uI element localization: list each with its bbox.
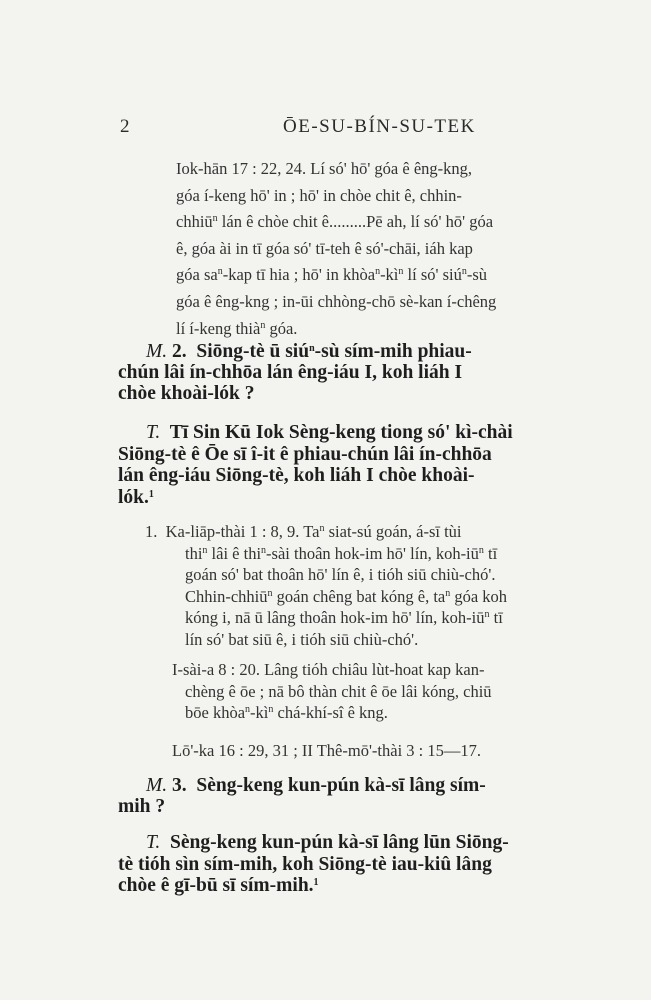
question-label: M. <box>146 341 168 362</box>
answer-label: T. <box>146 832 161 853</box>
text-line: ê, góa ài in tī góa só' tī-teh ê só'-chāi, iáh kap <box>176 238 473 258</box>
question-2: M. 2. Siōng-tè ū siú$^n$-sù sím-mih phiau- chún lâi ín-chhōa lán êng-iáu I, koh liáh I chòe khoài-lók ? <box>118 341 472 404</box>
text-line: Iok-hān 17 : 22, 24. Lí só' hō' góa ê êng-kng, <box>176 159 473 178</box>
text-line: lí í-keng thià$^n$ góa. <box>176 318 298 338</box>
galatians-reference: 1. Ka-liāp-thài 1 : 8, 9. Ta$^n$ siat-sú goán, á-sī tùi thi$^n$ lâi ê thi$^n$-sài thoân hok-im hō' lín, koh-$iū^n$ tī goán só' bat thoân hō' lín ê, i tióh siū chiù-chó'. Chhin-chhiū$^n$ goán chêng bat kóng ê, $ta^n$ góa koh kóng i, nā ū lâng thoân hok-im hō' lín, koh-$iū^n$ tī lín só' bat siū ê, i tióh siū chiù-chó'. <box>145 522 508 649</box>
answer-2: T. Tī Sin Kū Iok Sèng-keng tiong só' kì-chài Siōng-tè ê Ōe sī î-it ê phiau-chún lâi ín-chhōa lán êng-iáu Siōng-tè, koh liáh I chòe khoài- lók.$^1$ <box>118 422 513 508</box>
text-line: góa $sa^n$-kap tī hia ; hō' in $khòa^n-kì^n$ lí só' siú$^n$-sù <box>176 265 488 285</box>
text-line: góa ê êng-kng ; in-ūi chhòng-chō sè-kan í-chêng <box>176 291 497 311</box>
text-line: chhiū$^n$ lán ê chòe chit ê.........Pē ah, lí só' hō' góa <box>176 212 494 232</box>
footnote-mark: 1 <box>313 877 319 888</box>
text-line: góa í-keng hō' in ; hō' in chòe chit ê, chhin- <box>176 185 462 205</box>
question-3: M. 3. Sèng-keng kun-pún kà-sī lâng sím- mih ? <box>118 775 486 817</box>
luke-reference: Lō'-ka 16 : 29, 31 ; II Thê-mō'-thài 3 : 15—17. <box>172 741 482 760</box>
answer-3: T. Sèng-keng kun-pún kà-sī lâng lūn Siōng- tè tióh sìn sím-mih, koh Siōng-tè iau-kiû lâng chòe ê gī-bū sī sím-mih.$^1$ <box>118 832 509 896</box>
footnote-mark: 1 <box>148 488 154 500</box>
isaiah-reference: I-sài-a 8 : 20. Lâng tióh chiâu lùt-hoat kap kan- chèng ê ōe ; nā bô thàn chit ê ōe lâi kóng, chiū bōe $khòa^n-kì^n$ chá-khí-sî ê kng. <box>172 660 492 722</box>
running-title: ŌE-SU-BÍN-SU-TEK <box>283 116 476 137</box>
john-quotation <box>176 156 588 342</box>
answer-label: T. <box>146 422 161 443</box>
page-number: 2 <box>120 116 130 137</box>
question-label: M. <box>146 775 168 796</box>
